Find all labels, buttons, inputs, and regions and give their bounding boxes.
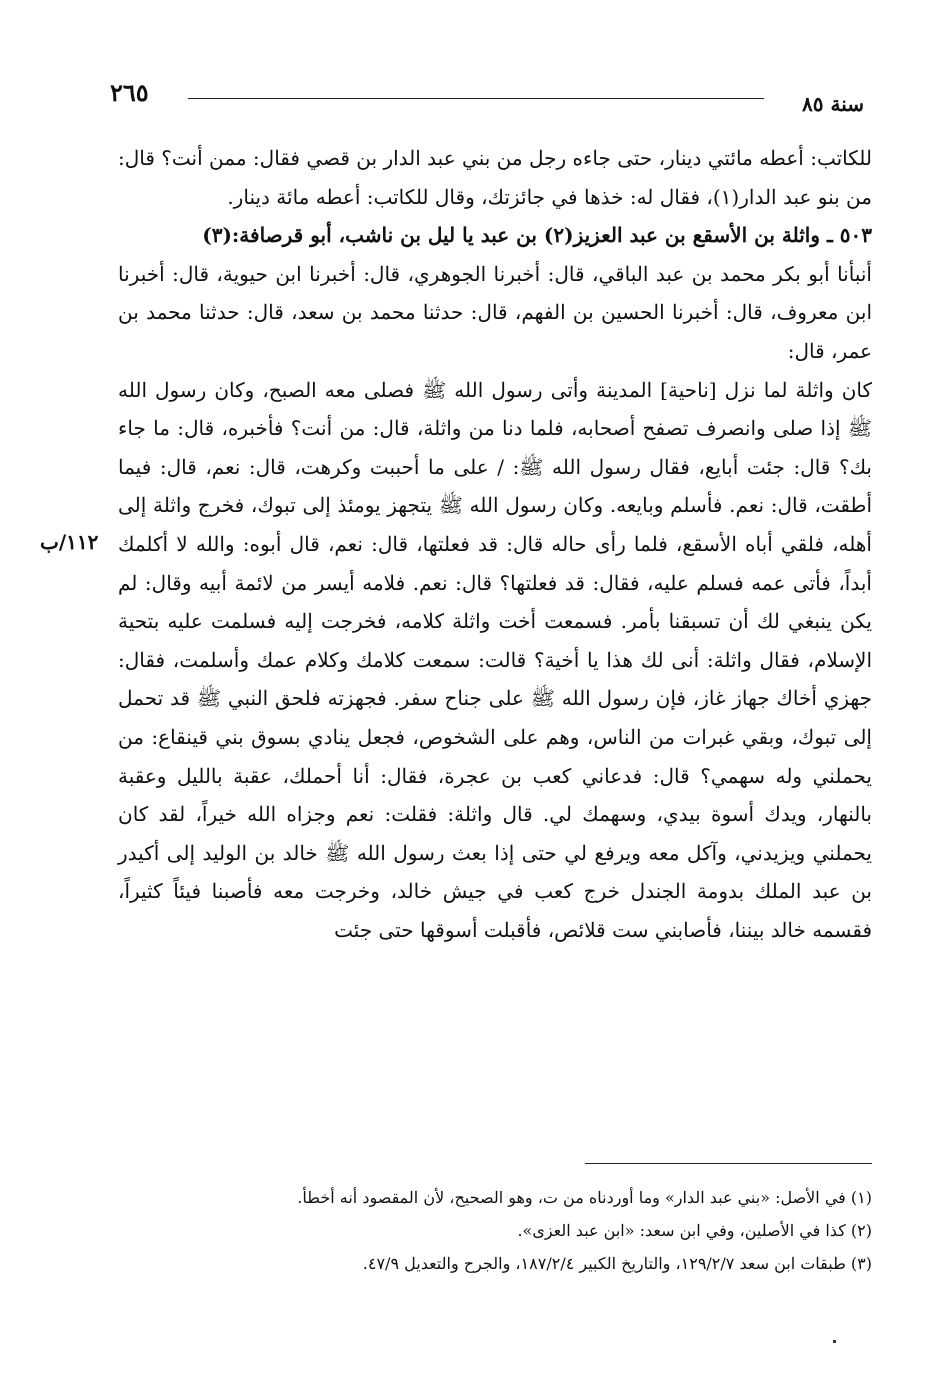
main-text: [118, 139, 872, 949]
page-header: [110, 78, 864, 122]
footnote-1: (١) في الأصل: «بني عبد الدار» وما أوردناه من ت، وهو الصحيح، لأن المقصود أنه أخطأ.: [297, 1188, 872, 1207]
paragraph-intro: للكاتب: أعطه مائتي دينار، حتى جاءه رجل من بني عبد الدار بن قصي فقال: ممن أنت؟ قال: من بنو عبد الدار(١)، فقال له: خذها في جائزتك، وقال للكاتب: أعطه مائة دينار.: [118, 146, 872, 209]
paragraph-isnad: أنبأنا أبو بكر محمد بن عبد الباقي، قال: أخبرنا الجوهري، قال: أخبرنا ابن حيوية، قال: أخبرنا ابن معروف، قال: أخبرنا الحسين بن الفهم، قال: حدثنا محمد بن سعد، قال: حدثنا محمد بن عمر، قال:: [118, 261, 873, 363]
entry-heading: ٥٠٣ ـ واثلة بن الأسقع بن عبد العزيز(٢) بن عبد يا ليل بن ناشب، أبو قرصافة:(٣): [202, 223, 872, 248]
footnote-3: (٣) طبقات ابن سعد ١٢٩/٢/٧، والتاريخ الكبير ١٨٧/٢/٤، والجرح والتعديل ٤٧/٩.: [362, 1254, 872, 1273]
running-head-year: سنة ٨٥: [802, 92, 864, 116]
header-rule: [188, 98, 764, 99]
margin-folio-note: ١١٢/ب: [40, 530, 99, 554]
footnote-2: (٢) كذا في الأصلين، وفي ابن سعد: «ابن عبد العزى».: [517, 1221, 872, 1240]
footnote-rule: [585, 1163, 872, 1164]
scan-speck: [833, 1340, 836, 1343]
footnotes: [160, 1181, 872, 1280]
page-number: ٢٦٥: [110, 78, 149, 107]
paragraph-narration: كان واثلة لما نزل [ناحية] المدينة وأتى رسول الله ﷺ فصلى معه الصبح، وكان رسول الله ﷺ إذا صلى وانصرف تصفح أصحابه، فلما دنا من واثلة، قال: من أنت؟ فأخبره، قال: ما جاء بك؟ قال: جئت أبايع، فقال رسول الله ﷺ: / على ما أحببت وكرهت، قال: نعم، قال: فيما أطقت، قال: نعم. فأسلم وبايعه. وكان رسول الله ﷺ يتجهز يومئذ إلى تبوك، فخرج واثلة إلى أهله، فلقي أباه الأسقع، فلما رأى حاله قال: قد فعلتها، قال: نعم، قال أبوه: والله لا أكلمك أبداً، فأتى عمه فسلم عليه، فقال: قد فعلتها؟ قال: نعم. فلامه أيسر من لائمة أبيه وقال: لم يكن ينبغي لك أن تسبقنا بأمر. فسمعت أخت واثلة كلامه، فخرجت إليه فسلمت عليه بتحية الإسلام، فقال واثلة: أنى لك هذا يا أخية؟ قالت: سمعت كلامك وكلام عمك وأسلمت، فقال: جهزي أخاك جهاز غاز، فإن رسول الله ﷺ على جناح سفر. فجهزته فلحق النبي ﷺ قد تحمل إلى تبوك، وبقي غبرات من الناس، وهم على الشخوص، فجعل ينادي بسوق بني قينقاع: من يحملني وله سهمي؟ قال: فدعاني كعب بن عجرة، فقال: أنا أحملك، عقبة بالليل وعقبة بالنهار، ويدك أسوة بيدي، وسهمك لي. قال واثلة: فقلت: نعم وجزاه الله خيراً، لقد كان يحملني ويزيدني، وآكل معه ويرفع لي حتى إذا بعث رسول الله ﷺ خالد بن الوليد إلى أكيدر بن عبد الملك بدومة الجندل خرج كعب في جيش خالد، وخرجت معه فأصبنا فيئاً كثيراً، فقسمه خالد بيننا، فأصابني ست قلائص، فأقبلت أسوقها حتى جئت: [118, 377, 872, 942]
